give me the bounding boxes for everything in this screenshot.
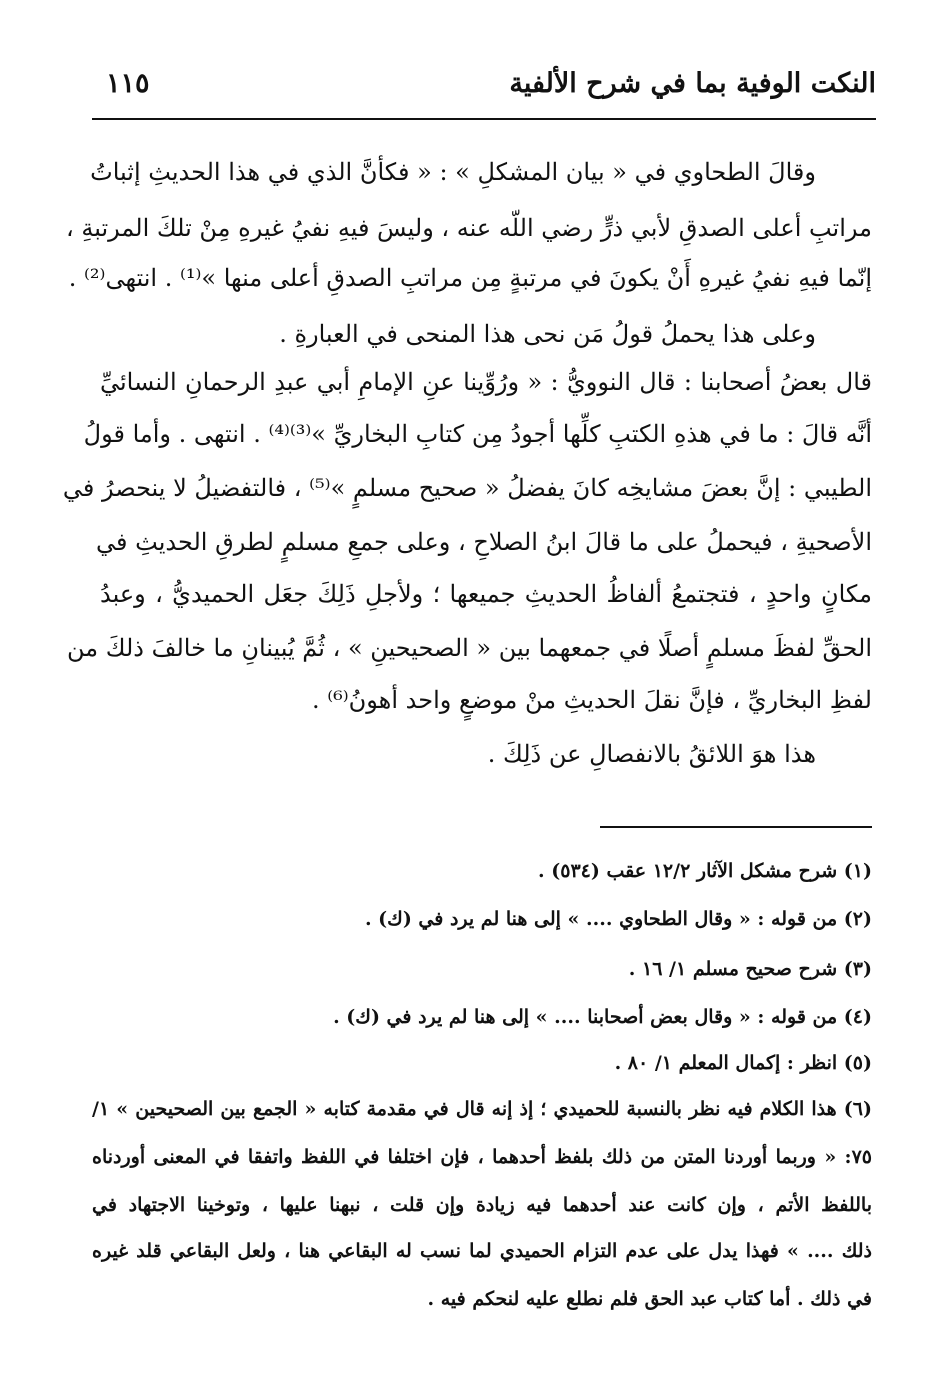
text-line: الحقِّ لفظَ مسلمٍ أصلًا في جمعهما بين « الصحيحينِ » ، ثُمَّ يُبينانِ ما خالفَ ذلكَ من (66, 634, 872, 662)
footnote: (٢) من قوله : « وقال الطحاوي .... » إلى هنا لم يرد في (ك) . (364, 908, 872, 930)
footnote: (٣) شرح صحيح مسلم ١/ ١٦ . (628, 958, 872, 980)
header-rule (92, 118, 876, 120)
footnote-continuation: ذلك .... » فهذا يدل على عدم التزام الحميدي لما نسب له البقاعي هنا ، ولعل البقاعي قلد غيره (92, 1240, 872, 1262)
text-line: الأصحيةِ ، فيحملُ على ما قالَ ابنُ الصلاحِ ، وعلى جمعِ مسلمٍ لطرقِ الحديثِ في (96, 528, 872, 556)
text-line: وقالَ الطحاوي في « بيان المشكلِ » : « فكأنَّ الذي في هذا الحديثِ إثباتُ (90, 158, 816, 186)
footnote: (٥) انظر : إكمال المعلم ١/ ٨٠ . (614, 1052, 872, 1074)
text-line: لفظِ البخاريِّ ، فإنَّ نقلَ الحديثِ منْ موضعٍ واحد أهونُ⁽⁶⁾ . (311, 686, 872, 714)
footnote-continuation: ٧٥: « وربما أوردنا المتن من ذلك بلفظ أحدهما ، فإن اختلفا في اللفظ واتفقا في المعنى أوردناه (92, 1146, 872, 1168)
running-title: النكت الوفية بما في شرح الألفية (509, 68, 876, 99)
text-line: مراتبِ أعلى الصدقِ لأبي ذرٍّ رضي اللّه عنه ، وليسَ فيهِ نفيُ غيرهِ مِنْ تلكَ المرتبةِ ، (66, 214, 872, 242)
text-line: قال بعضُ أصحابنا : قال النوويُّ : « ورُوِّينا عنِ الإمامِ أبي عبدِ الرحمانِ النسائيِّ (100, 368, 872, 396)
page-number: ١١٥ (106, 68, 150, 99)
footnote: (١) شرح مشكل الآثار ١٢/٢ عقب (٥٣٤) . (538, 860, 872, 882)
text-line: إنّما فيهِ نفيُ غيرهِ أَنْ يكونَ في مرتبةٍ مِن مراتبِ الصدقِ أعلى منها »⁽¹⁾ . انتهى⁽²⁾ . (68, 264, 872, 292)
footnote-separator (600, 826, 872, 828)
footnote-continuation: في ذلك . أما كتاب عبد الحق فلم نطلع عليه لنحكم فيه . (427, 1288, 872, 1310)
text-line: أنَّه قالَ : ما في هذهِ الكتبِ كلِّها أجودُ مِن كتابِ البخاريِّ »⁽³⁾⁽⁴⁾ . انتهى . وأما قولُ (83, 420, 872, 448)
page-header (92, 62, 876, 120)
footnote: (٤) من قوله : « وقال بعض أصحابنا .... » إلى هنا لم يرد في (ك) . (333, 1006, 872, 1028)
footnote: (٦) هذا الكلام فيه نظر بالنسبة للحميدي ؛ إذ إنه قال في مقدمة كتابه « الجمع بين الصحيحين » ١/ (92, 1098, 872, 1120)
text-line: هذا هوَ اللائقُ بالانفصالِ عن ذَلِكَ . (487, 740, 816, 768)
text-line: وعلى هذا يحملُ قولُ مَن نحى هذا المنحى في العبارةِ . (279, 320, 816, 348)
text-line: الطيبي : إنَّ بعضَ مشايخِه كانَ يفضلُ « صحيح مسلمٍ »⁽⁵⁾ ، فالتفضيلُ لا ينحصرُ في (62, 474, 872, 502)
text-line: مكانٍ واحدٍ ، فتجتمعُ ألفاظُ الحديثِ جميعها ؛ ولأجلِ ذَلِكَ جعَل الحميديُّ ، وعبدُ (100, 580, 872, 608)
footnote-continuation: باللفظ الأتم ، وإن كانت عند أحدهما فيه زيادة وإن قلت ، نبهنا عليها ، وتوخينا الاجتهاد في (92, 1194, 872, 1216)
